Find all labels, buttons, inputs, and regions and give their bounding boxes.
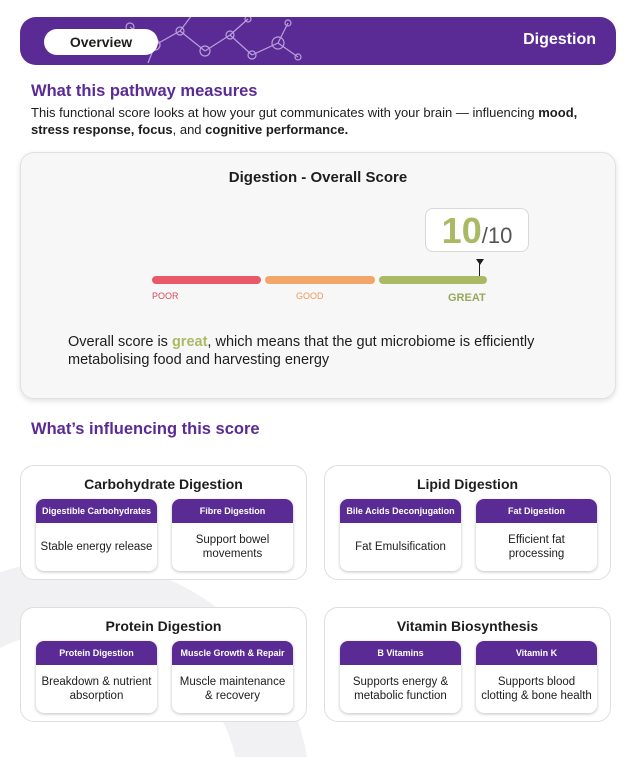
score-bar-poor xyxy=(152,276,261,284)
sub-card-body: Supports blood clotting & bone health xyxy=(481,676,592,702)
group-card-protein-digestion xyxy=(20,607,307,722)
intro-text xyxy=(31,104,601,138)
score-value: 10 xyxy=(441,210,482,251)
influencing-heading: What’s influencing this score xyxy=(31,420,260,438)
sub-card-fibre-digestion xyxy=(172,499,293,571)
sub-card-header: Bile Acids Deconjugation xyxy=(340,499,461,523)
label-poor: POOR xyxy=(152,291,179,301)
score-bar-good xyxy=(265,276,375,284)
score-desc-end: , which means that the gut microbiome is efficiently metabolising food and harvesting energy xyxy=(68,334,535,368)
label-great: GREAT xyxy=(448,292,486,304)
sub-card-header: Protein Digestion xyxy=(36,641,157,665)
pathway-header xyxy=(20,17,616,65)
group-title: Lipid Digestion xyxy=(416,476,519,492)
sub-card-protein-digestion xyxy=(36,641,157,713)
sub-card-body: Muscle maintenance & recovery xyxy=(179,676,286,702)
group-card-carbohydrate-digestion xyxy=(20,465,307,580)
sub-card-header: Fat Digestion xyxy=(476,499,597,523)
score-desc-start: Overall score is xyxy=(68,334,172,350)
intro-text-mid: , and xyxy=(172,122,206,137)
group-card-vitamin-biosynthesis xyxy=(324,607,611,722)
sub-card-digestible-carbohydrates xyxy=(36,499,157,571)
sub-card-header: B Vitamins xyxy=(340,641,461,665)
sub-card-vitamin-k xyxy=(476,641,597,713)
sub-card-header: Muscle Growth & Repair xyxy=(172,641,293,665)
sub-card-b-vitamins xyxy=(340,641,461,713)
overall-score-card xyxy=(20,152,616,399)
score-bar-great xyxy=(379,276,487,284)
sub-card-header: Fibre Digestion xyxy=(172,499,293,523)
sub-card-body: Stable energy release xyxy=(40,541,153,553)
sub-card-bile-acids-deconjugation xyxy=(340,499,461,571)
sub-card-header: Vitamin K xyxy=(476,641,597,665)
measures-heading: What this pathway measures xyxy=(31,82,258,100)
overview-tab-button[interactable]: Overview xyxy=(44,29,158,55)
score-desc-highlight: great xyxy=(171,334,208,350)
sub-card-body: Breakdown & nutrient absorption xyxy=(41,676,152,702)
score-description xyxy=(68,333,588,369)
page-title: Digestion xyxy=(523,31,596,48)
score-marker-pointer-icon xyxy=(476,259,484,265)
score-value-box xyxy=(425,208,529,252)
sub-card-fat-digestion xyxy=(476,499,597,571)
sub-card-body: Fat Emulsification xyxy=(355,541,446,553)
group-title: Vitamin Biosynthesis xyxy=(396,618,539,634)
sub-card-body: Supports energy & metabolic function xyxy=(352,676,449,702)
score-card-title: Digestion - Overall Score xyxy=(228,169,408,186)
group-title: Carbohydrate Digestion xyxy=(84,476,243,492)
sub-card-header: Digestible Carbohydrates xyxy=(36,499,157,523)
intro-text-bold: mood, stress response, focus xyxy=(31,105,578,137)
sub-card-body: Support bowel movements xyxy=(195,534,270,560)
intro-text-start: This functional score looks at how your gut communicates with your brain — influencing xyxy=(31,105,539,120)
group-title: Protein Digestion xyxy=(105,618,222,634)
score-max: /10 xyxy=(481,223,513,248)
group-card-lipid-digestion xyxy=(324,465,611,580)
sub-card-body: Efficient fat processing xyxy=(508,534,565,560)
label-good: GOOD xyxy=(296,291,324,301)
sub-card-muscle-growth-repair xyxy=(172,641,293,713)
intro-text-bold-2: cognitive performance. xyxy=(205,122,349,137)
